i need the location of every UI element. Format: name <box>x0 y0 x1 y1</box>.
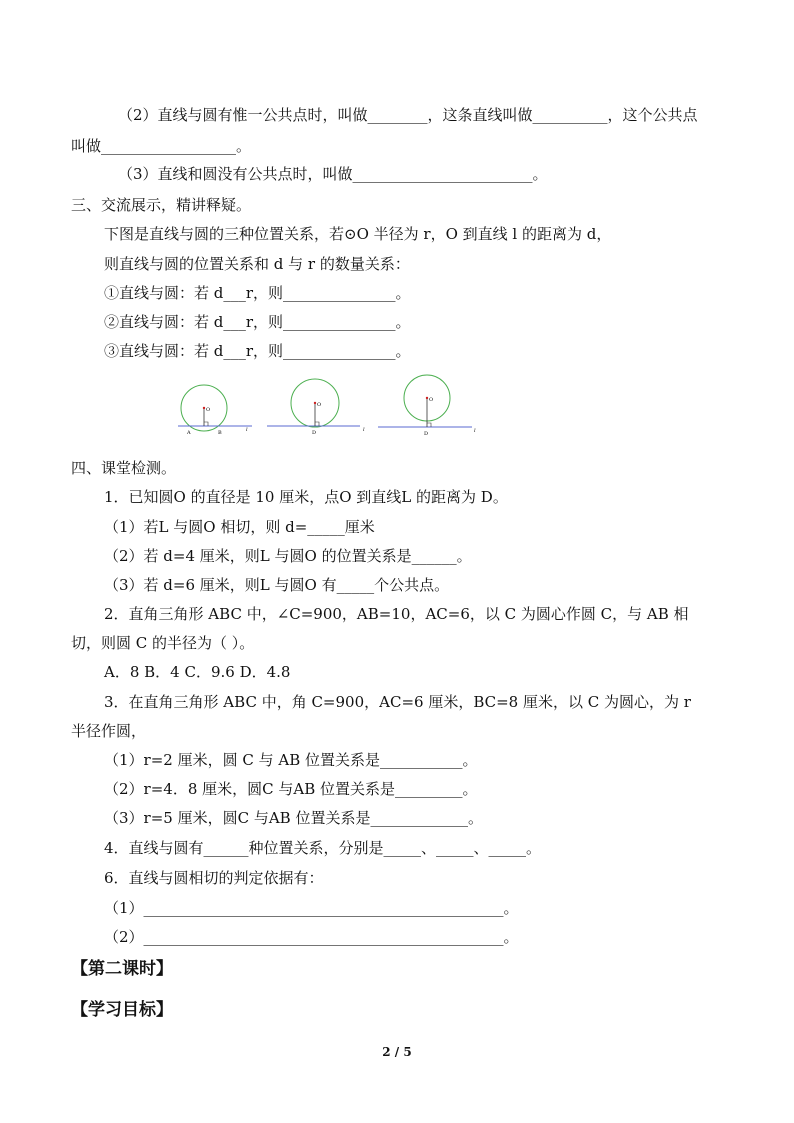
question-text: （2）若 d=4 厘米，则L 与圆O 的位置关系是______。 <box>104 547 472 565</box>
text-line: 叫做__________________。 <box>71 137 252 155</box>
question-text: （2）r=4．8 厘米，圆C 与AB 位置关系是_________。 <box>104 780 478 798</box>
circle-line-figure <box>160 368 490 440</box>
center-point <box>314 402 316 404</box>
question-text: 切，则圆 C 的半径为（ ）。 <box>71 634 255 652</box>
line-label: l <box>363 427 365 433</box>
question-text: 3．在直角三角形 ABC 中，角 C=900，AC=6 厘米，BC=8 厘米，以 C 为圆心，为 r <box>104 693 691 711</box>
fill-in-line: ①直线与圆：若 d___r，则_______________。 <box>104 284 411 302</box>
answer-options: A．8 B．4 C．9.6 D．4.8 <box>104 663 291 681</box>
point-d-label: D <box>312 430 317 436</box>
point-a-label: A <box>187 430 191 436</box>
question-text: 1．已知圆O 的直径是 10 厘米，点O 到直线L 的距离为 D。 <box>104 488 508 506</box>
text-line: 下图是直线与圆的三种位置关系，若⊙O 半径为 r，O 到直线 l 的距离为 d， <box>104 225 612 243</box>
question-text: 2．直角三角形 ABC 中，∠C=900，AB=10，AC=6，以 C 为圆心作圆 C，与 AB 相 <box>104 605 689 623</box>
line-label: l <box>246 427 248 433</box>
lesson-heading: 【第二课时】 <box>71 959 173 979</box>
center-label: O <box>317 402 322 408</box>
text-line: （3）直线和圆没有公共点时，叫做________________________。 <box>118 165 548 183</box>
right-angle-mark <box>315 422 319 426</box>
objectives-heading: 【学习目标】 <box>71 1000 173 1020</box>
center-point <box>203 407 205 409</box>
question-text: （3）r=5 厘米，圆C 与AB 位置关系是_____________。 <box>104 809 483 827</box>
right-angle-mark <box>204 422 208 426</box>
text-line: （2）直线与圆有惟一公共点时，叫做________，这条直线叫做__________，这个公共点 <box>118 106 698 124</box>
question-text: （1）r=2 厘米，圆 C 与 AB 位置关系是___________。 <box>104 751 478 769</box>
separate-diagram <box>378 375 476 437</box>
question-text: （1）若L 与圆O 相切，则 d=_____厘米 <box>104 518 375 536</box>
fill-in-line: ③直线与圆：若 d___r，则_______________。 <box>104 342 411 360</box>
tangent-diagram <box>267 379 365 436</box>
point-b-label: B <box>218 430 222 436</box>
center-label: O <box>206 407 211 413</box>
fill-in-line: ②直线与圆：若 d___r，则_______________。 <box>104 313 411 331</box>
question-text: 6．直线与圆相切的判定依据有： <box>104 869 324 887</box>
section-title: 三、交流展示，精讲释疑。 <box>71 196 252 214</box>
answer-blank-line: （1）________________________________________________。 <box>104 899 519 917</box>
answer-blank-line: （2）________________________________________________。 <box>104 928 519 946</box>
secant-diagram <box>178 385 252 436</box>
center-label: O <box>429 397 434 403</box>
page-number: 2 / 5 <box>382 1045 412 1059</box>
text-line: 则直线与圆的位置关系和 d 与 r 的数量关系： <box>104 255 410 273</box>
line-label: l <box>474 428 476 434</box>
right-angle-mark <box>427 423 431 427</box>
section-title: 四、课堂检测。 <box>71 459 177 477</box>
point-d-label: D <box>424 431 429 437</box>
question-text: （3）若 d=6 厘米，则L 与圆O 有_____个公共点。 <box>104 576 450 594</box>
question-text: 半径作圆， <box>71 722 147 740</box>
center-point <box>426 397 428 399</box>
question-text: 4．直线与圆有______种位置关系，分别是_____、_____、_____。 <box>104 839 542 857</box>
